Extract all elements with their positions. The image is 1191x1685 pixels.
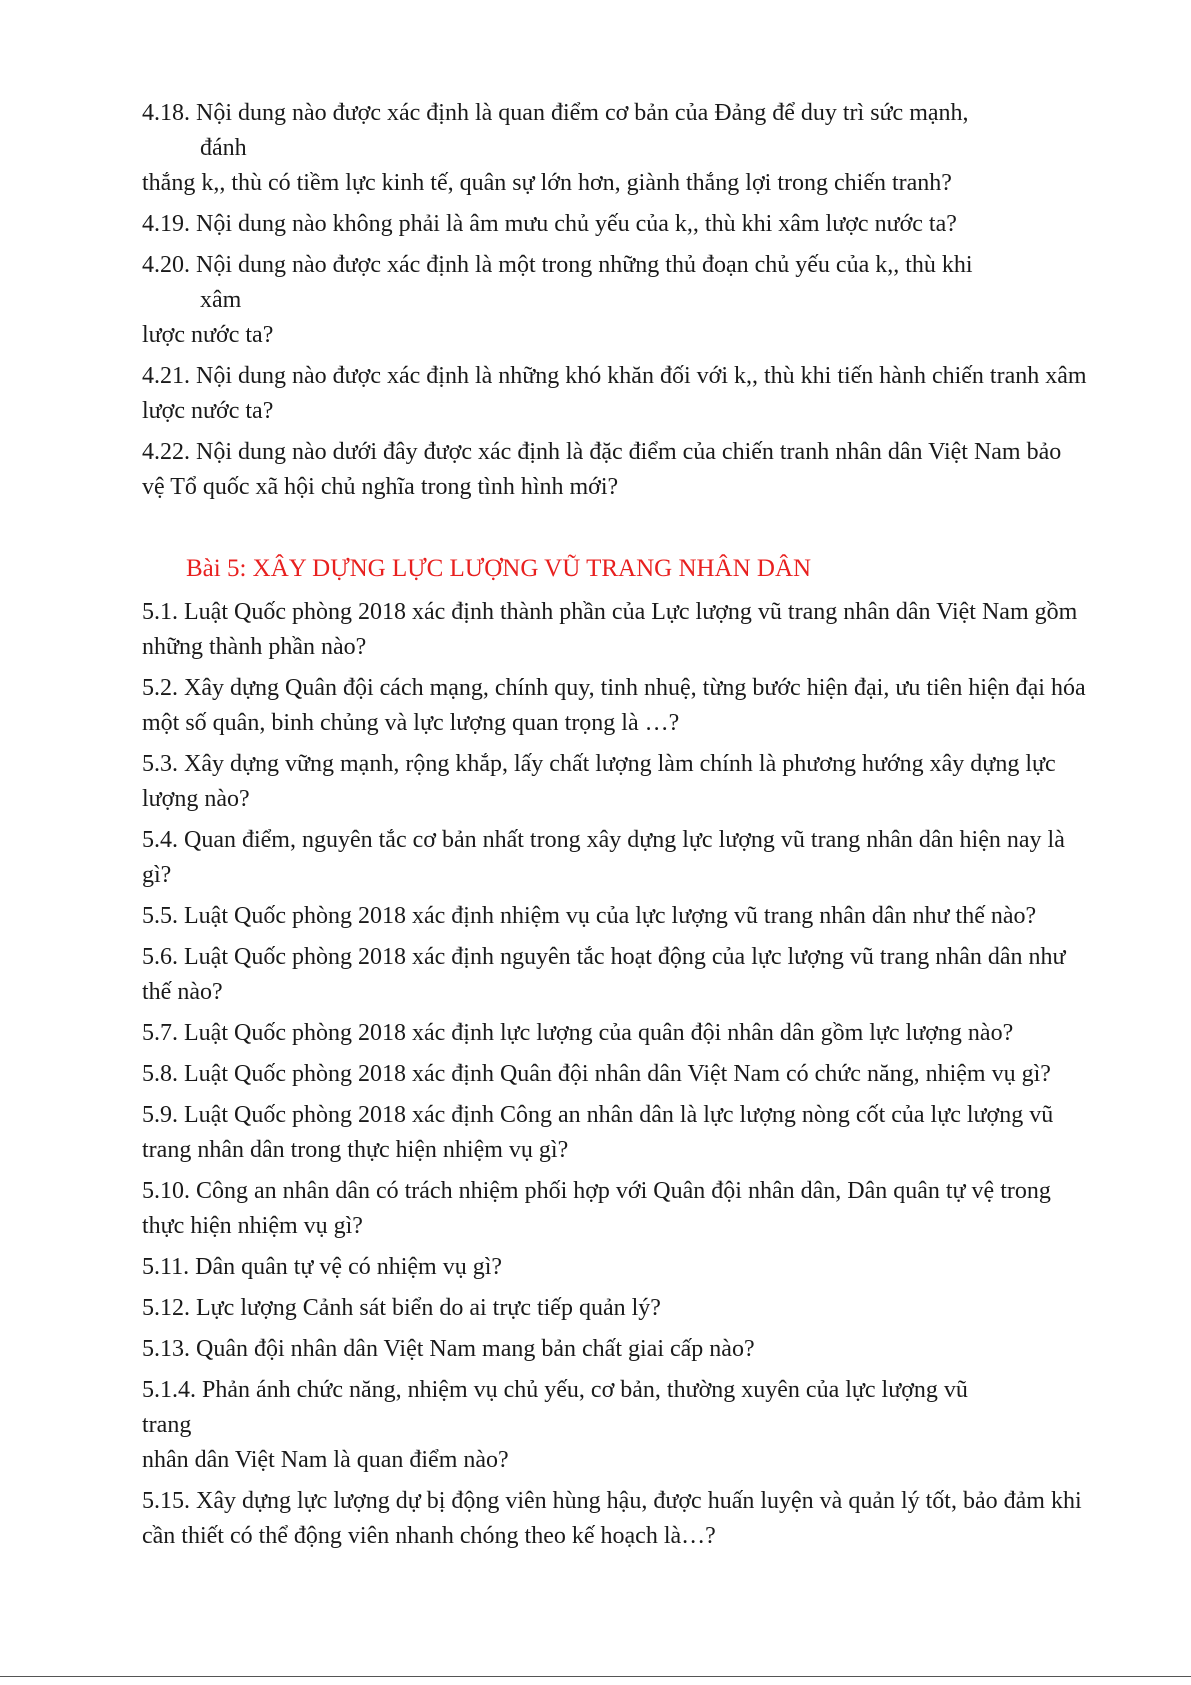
question-4-19 [142,207,1087,242]
question-5-9: 5.9. Luật Quốc phòng 2018 xác định Công an nhân dân là lực lượng nòng cốt của lực lượng vũ trang nhân dân trong thực hiện nhiệm vụ gì? [142,1102,1054,1163]
question-text: 4.21. Nội dung nào được xác định là những khó khăn đối với k,, thù khi tiến hành chiến tranh xâm lược nước ta? [142,363,1087,424]
question-5-1-4 [142,1373,1087,1478]
question-wrap-word: trang [142,1412,192,1438]
question-4-22 [142,435,1087,505]
question-line: 4.20. Nội dung nào được xác định là một trong những thủ đoạn chủ yếu của k,, thù khi [142,252,973,278]
question-5-6: 5.6. Luật Quốc phòng 2018 xác định nguyên tắc hoạt động của lực lượng vũ trang nhân dân như thế nào? [142,944,1066,1005]
question-5-4: 5.4. Quan điểm, nguyên tắc cơ bản nhất trong xây dựng lực lượng vũ trang nhân dân hiện nay là gì? [142,827,1065,888]
page-bottom-rule [0,1676,1191,1677]
question-line: 4.18. Nội dung nào được xác định là quan điểm cơ bản của Đảng để duy trì sức mạnh, [142,100,969,126]
question-5-2: 5.2. Xây dựng Quân đội cách mạng, chính quy, tinh nhuệ, từng bước hiện đại, ưu tiên hiện đại hóa một số quân, binh chủng và lực lượng quan trọng là …? [142,675,1086,736]
document-page [142,96,1087,1560]
question-5-7: 5.7. Luật Quốc phòng 2018 xác định lực lượng của quân đội nhân dân gồm lực lượng nào? [142,1020,1014,1046]
question-text: 4.19. Nội dung nào không phải là âm mưu chủ yếu của k,, thù khi xâm lược nước ta? [142,211,957,237]
question-5-5: 5.5. Luật Quốc phòng 2018 xác định nhiệm vụ của lực lượng vũ trang nhân dân như thế nào? [142,903,1037,929]
question-4-21 [142,359,1087,429]
question-5-13: 5.13. Quân đội nhân dân Việt Nam mang bản chất giai cấp nào? [142,1336,755,1362]
question-continuation: thắng k,, thù có tiềm lực kinh tế, quân sự lớn hơn, giành thắng lợi trong chiến tranh? [142,170,952,196]
question-5-1: 5.1. Luật Quốc phòng 2018 xác định thành phần của Lực lượng vũ trang nhân dân Việt Nam gồm những thành phần nào? [142,599,1078,660]
question-5-11: 5.11. Dân quân tự vệ có nhiệm vụ gì? [142,1254,503,1280]
question-text: 4.22. Nội dung nào dưới đây được xác định là đặc điểm của chiến tranh nhân dân Việt Nam bảo vệ Tổ quốc xã hội chủ nghĩa trong tình hình mới? [142,439,1062,500]
question-5-8: 5.8. Luật Quốc phòng 2018 xác định Quân đội nhân dân Việt Nam có chức năng, nhiệm vụ gì? [142,1061,1051,1087]
question-wrap-word: xâm [200,287,242,313]
question-5-10: 5.10. Công an nhân dân có trách nhiệm phối hợp với Quân đội nhân dân, Dân quân tự vệ trong thực hiện nhiệm vụ gì? [142,1178,1051,1239]
question-5-15: 5.15. Xây dựng lực lượng dự bị động viên hùng hậu, được huấn luyện và quản lý tốt, bảo đảm khi cần thiết có thể động viên nhanh chóng theo kế hoạch là…? [142,1488,1082,1549]
question-4-20 [142,248,1087,353]
question-wrap-word: đánh [200,135,247,161]
question-continuation: nhân dân Việt Nam là quan điểm nào? [142,1447,509,1473]
question-5-3: 5.3. Xây dựng vững mạnh, rộng khắp, lấy chất lượng làm chính là phương hướng xây dựng lực lượng nào? [142,751,1056,812]
question-5-12: 5.12. Lực lượng Cảnh sát biển do ai trực tiếp quản lý? [142,1295,661,1321]
question-continuation: lược nước ta? [142,322,274,348]
question-4-18 [142,96,1087,201]
question-line: 5.1.4. Phản ánh chức năng, nhiệm vụ chủ yếu, cơ bản, thường xuyên của lực lượng vũ [142,1377,968,1403]
section-heading: Bài 5: XÂY DỰNG LỰC LƯỢNG VŨ TRANG NHÂN DÂN [186,555,812,582]
